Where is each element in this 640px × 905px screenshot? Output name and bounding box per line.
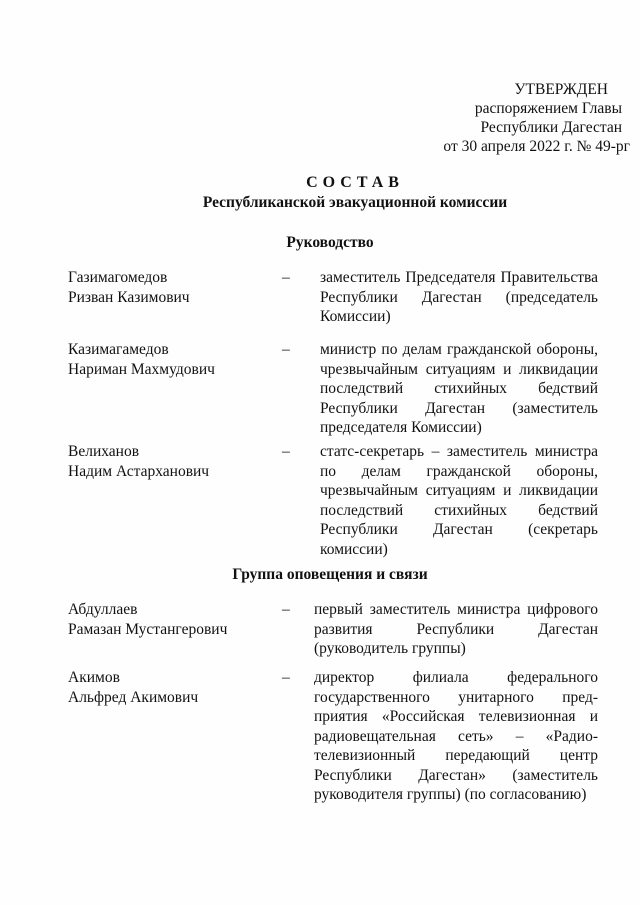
member-name [68,668,288,707]
member-name [68,442,288,481]
section-heading-notification-group: Группа оповещения и связи [232,566,428,583]
member-given-name: Рамазан Мустангерович [68,620,228,638]
member-dash: – [282,341,290,358]
member-dash: – [282,269,290,286]
member-surname: Казимагамедов [68,341,169,358]
approval-heading: УТВЕРЖДЕН [514,81,608,98]
document-subtitle: Республиканской эвакуационной комиссии [202,194,508,211]
member-role: статс-секретарь – заместитель министра по делам гражданской обороны, чрезвычайным ситуациям и ликвидации последствий стихийных бедствий Республики Дагестан (секретарь комиссии) [320,443,598,558]
approval-republic: Республики Дагестан [480,119,622,136]
member-dash: – [282,669,290,686]
member-role: министр по делам гражданской обороны, чрезвычайным ситуациям и ликвидации последствий стихийных бедствий Республики Дагестан (заместитель председателя Комиссии) [320,341,598,436]
member-dash: – [282,601,290,618]
approval-date-number: от 30 апреля 2022 г. № 49-рг [443,138,630,155]
member-role: заместитель Председателя Правительства Республики Дагестан (председатель Комиссии) [320,269,598,325]
member-role: директор филиала федерального государственного унитарного пред- приятия «Российская телевизионная и радиовещательная сеть» – «Радио- телевизионный передающий центр Республики Дагестан» (заместитель руководителя группы) (по согласованию) [314,669,598,803]
document-title: СОСТАВ [306,174,404,191]
member-name [68,268,288,307]
member-given-name: Ризван Казимович [68,288,190,306]
member-surname: Абдуллаев [68,601,138,618]
member-name [68,340,288,379]
member-given-name: Надим Астарханович [68,462,210,480]
member-given-name: Альфред Акимович [68,688,199,706]
member-surname: Велиханов [68,443,140,460]
member-name [68,600,288,639]
member-role: первый заместитель министра цифрового развития Республики Дагестан (руководитель группы) [314,601,598,657]
member-surname: Газимагомедов [68,269,168,286]
member-surname: Акимов [68,669,120,686]
approval-decree: распоряжением Главы [474,100,622,117]
section-heading-leadership: Руководство [286,234,374,251]
member-dash: – [282,443,290,460]
approval-stamp-block [410,80,630,156]
member-given-name: Нариман Махмудович [68,360,215,378]
